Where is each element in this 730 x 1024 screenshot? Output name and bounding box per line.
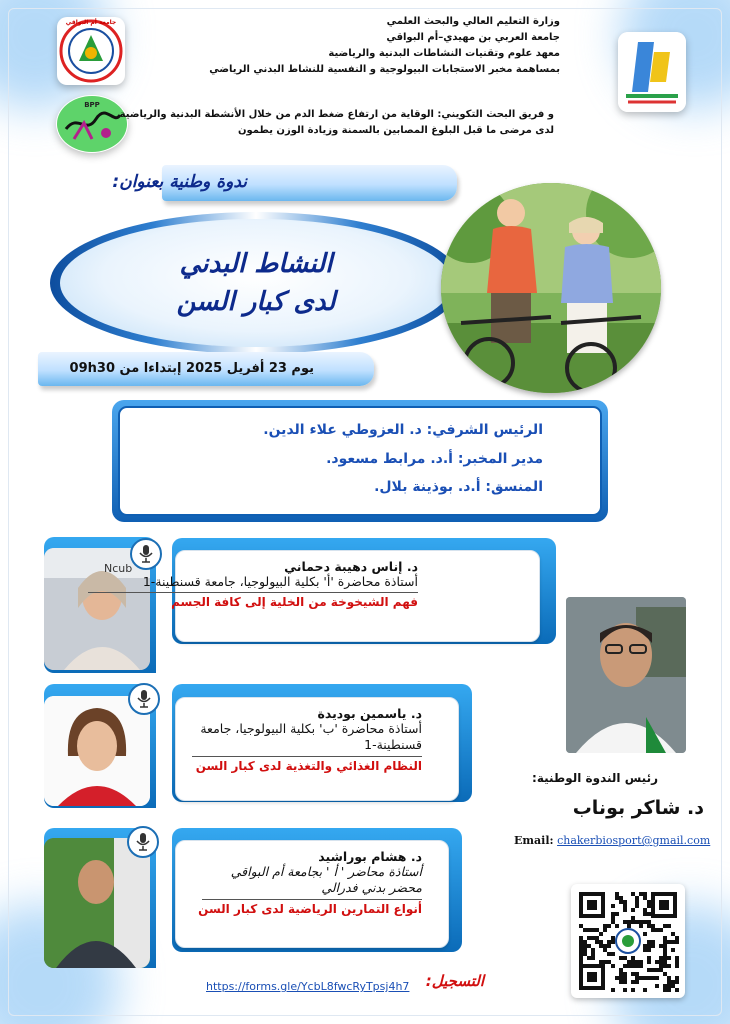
- university-logo: [57, 17, 125, 85]
- speaker3-card: [175, 840, 449, 948]
- email-label: Email:: [514, 834, 554, 847]
- qr-code[interactable]: [571, 884, 685, 998]
- coordinator: المنسق: أ.د. بوذينة بلال.: [374, 479, 543, 496]
- speaker2-mic-icon: [128, 683, 160, 715]
- speaker1-topic: فهم الشيخوخة من الخلية إلى كافة الجسم: [171, 595, 418, 610]
- speaker3-info: [198, 849, 422, 916]
- speaker2-card: [175, 697, 459, 801]
- event-title: [60, 246, 452, 321]
- event-date: يوم 23 أفريل 2025 إبتداءا من 09h30: [69, 361, 314, 376]
- event-title-line1: النشاط البدني: [179, 249, 333, 279]
- lab-director: مدير المخبر: أ.د. مرابط مسعود.: [326, 450, 543, 467]
- chair-email-line: [514, 834, 710, 847]
- header-institute: معهد علوم وتقنيات النشاطات البدنية والرياضية: [328, 48, 560, 59]
- speaker1-name: د. إناس دهيبة دحماني: [284, 559, 418, 574]
- speaker2-photo: [44, 696, 150, 806]
- speaker3-photo: [44, 838, 150, 968]
- speaker2-topic: النظام الغذائي والتغذية لدى كبار السن: [195, 758, 422, 773]
- speaker3-name: د. هشام بوراشيد: [318, 849, 422, 864]
- speaker2-info: [182, 706, 422, 773]
- research-team-logo-text: BPP: [84, 101, 100, 109]
- chair-name: د. شاكر بوناب: [572, 797, 704, 819]
- date-banner: [38, 352, 374, 386]
- speaker2-name: د. ياسمين بوديدة: [317, 706, 422, 721]
- organizers-box: [118, 406, 602, 516]
- speaker1-info: [88, 559, 418, 609]
- speaker3-subtitle: محضر بدني فدرالي: [321, 880, 422, 896]
- registration-link[interactable]: https://forms.gle/YcbL8fwcRyTpsj4h7: [206, 980, 410, 993]
- chair-email-link[interactable]: chakerbiosport@gmail.com: [557, 834, 711, 847]
- speaker1-title: أستاذة محاضرة 'أ' بكلية البيولوجيا، جامعة قسنطينة-1: [142, 574, 418, 589]
- header-research-team: [120, 107, 554, 139]
- qr-code-image: [571, 884, 685, 998]
- event-label: ندوة وطنية بعنوان:: [112, 172, 247, 192]
- hero-photo-seniors-cycling: [441, 183, 661, 393]
- institute-logo: [618, 32, 686, 112]
- speaker2-title: أستاذة محاضرة 'ب' بكلية البيولوجيا، جامعة قسنطينة-1: [200, 721, 422, 753]
- header-lab: بمساهمة مخبر الاستجابات البيولوجية و النفسية للنشاط البدني الرياضي: [209, 64, 560, 75]
- speaker3-title: أستاذة محاضر ' أ ' بجامعة أم البواقي: [230, 864, 422, 879]
- speaker1-photo-sign: Ncub: [104, 562, 133, 575]
- header-block: [209, 14, 560, 78]
- registration-label: التسجيل:: [425, 972, 484, 990]
- header-team-line1: و فريق البحث التكويني: الوقاية من ارتفاع ضغط الدم من خلال الأنشطة البدنية والرياضية: [119, 109, 554, 120]
- research-team-logo: [56, 95, 128, 153]
- speaker3-topic: أنواع التمارين الرياضية لدى كبار السن: [198, 901, 422, 916]
- header-university: جامعة العربي بن مهيدي–أم البواقي: [386, 32, 560, 43]
- header-ministry: وزارة التعليم العالي والبحث العلمي: [386, 16, 560, 27]
- speaker1-card: [142, 550, 540, 642]
- speaker3-mic-icon: [127, 826, 159, 858]
- header-team-line2: لدى مرضى ما قبل البلوغ المصابين بالسمنة وزيادة الوزن يطمون: [237, 125, 554, 136]
- event-title-line2: لدى كبار السن: [176, 286, 336, 317]
- university-logo-text: جامعة أم البواقي: [65, 19, 117, 26]
- honorary-president: الرئيس الشرفي: د. العزوطي علاء الدين.: [263, 422, 543, 438]
- event-label-banner: [112, 165, 457, 201]
- chair-label: رئيس الندوة الوطنية:: [532, 771, 658, 785]
- organizers-list: [263, 416, 543, 502]
- chair-photo: [566, 597, 686, 753]
